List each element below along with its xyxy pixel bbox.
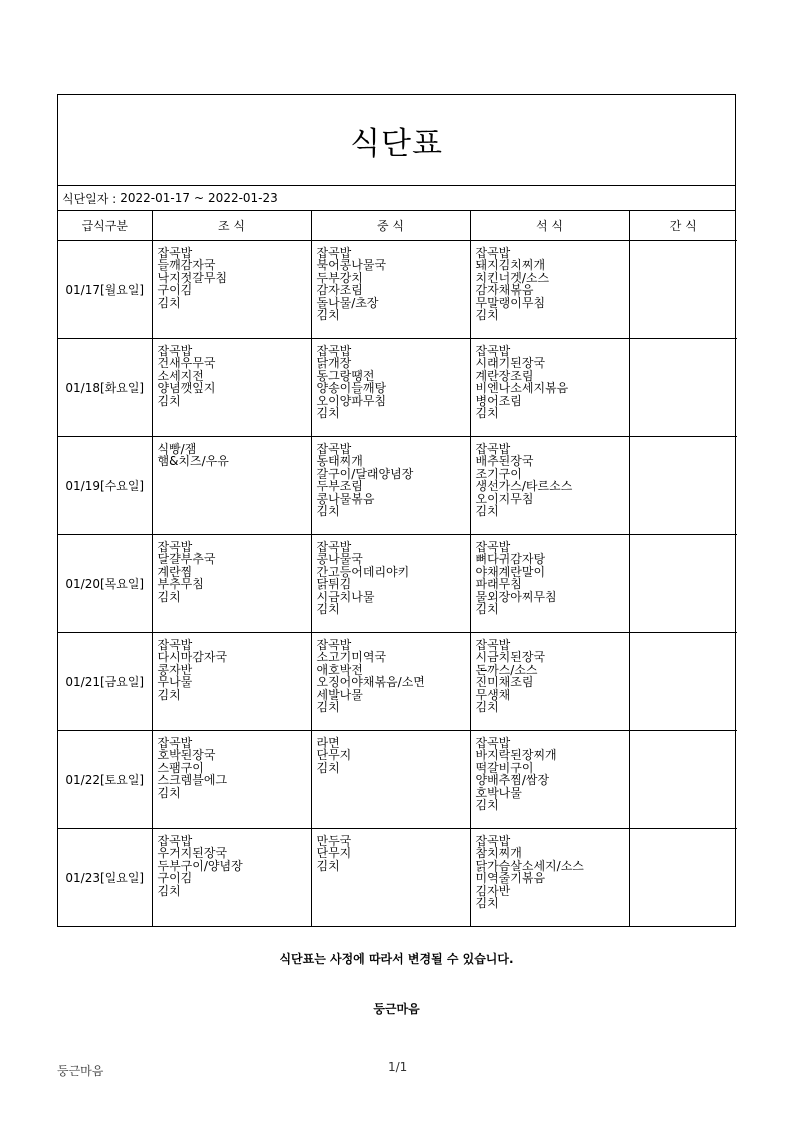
menu-item: 뼈다귀감자탕 (475, 552, 546, 567)
menu-item: 잡곡밥 (157, 736, 193, 750)
menu-item: 두부강치 (316, 270, 363, 285)
row-date: 01/19[수요일] (58, 437, 152, 535)
breakfast-cell (152, 731, 311, 829)
menu-item: 콩나물국 (316, 552, 363, 567)
menu-item: 감자채볶음 (475, 283, 534, 298)
meal-plan-sheet (57, 94, 736, 927)
breakfast-cell (152, 241, 311, 339)
menu-item: 시래기된장국 (475, 356, 546, 371)
menu-item: 김치 (316, 700, 340, 715)
menu-item: 바지락된장찌개 (475, 748, 557, 763)
menu-item: 애호박전 (316, 662, 363, 677)
menu-item: 김치 (157, 295, 181, 310)
menu-item: 참치찌개 (475, 846, 522, 861)
title-box (58, 95, 735, 186)
table-row (58, 633, 737, 731)
menu-item: 잡곡밥 (316, 442, 352, 456)
period-start: 2022-01-17 (120, 191, 190, 205)
menu-item: 배추된장국 (475, 454, 534, 469)
dinner-cell (470, 241, 629, 339)
menu-item: 잡곡밥 (475, 834, 511, 848)
menu-item: 김치 (475, 896, 499, 911)
header-breakfast: 조 식 (152, 211, 311, 241)
row-date: 01/20[목요일] (58, 535, 152, 633)
row-date: 01/21[금요일] (58, 633, 152, 731)
menu-item: 부추무침 (157, 577, 204, 592)
menu-item: 잡곡밥 (157, 246, 193, 260)
menu-item: 잡곡밥 (157, 638, 193, 652)
breakfast-cell (152, 633, 311, 731)
menu-item: 잡곡밥 (316, 638, 352, 652)
lunch-cell (311, 535, 470, 633)
menu-item: 무나물 (157, 675, 193, 690)
menu-item: 김치 (475, 406, 499, 421)
row-date: 01/22[토요일] (58, 731, 152, 829)
menu-item: 계란찜 (157, 564, 193, 579)
period-separator: ~ (193, 191, 205, 205)
lunch-cell (311, 731, 470, 829)
menu-item: 소고기미역국 (316, 650, 387, 665)
menu-item: 김치 (475, 602, 499, 617)
menu-item: 닭튀김 (316, 577, 352, 592)
menu-item: 김치 (157, 393, 181, 408)
menu-item: 오이지무침 (475, 491, 534, 506)
header-category: 급식구분 (58, 211, 152, 241)
menu-item: 햄&치즈/우유 (157, 454, 229, 469)
menu-item: 단무지 (316, 846, 352, 861)
menu-item: 동그랑땡전 (316, 368, 375, 383)
menu-item: 돼지김치찌개 (475, 258, 546, 273)
menu-item: 라면 (316, 736, 340, 750)
menu-item: 양념깻잎지 (157, 381, 216, 396)
menu-item: 떡갈비구이 (475, 760, 534, 775)
menu-item: 김치 (316, 760, 340, 775)
snack-cell (629, 633, 737, 731)
menu-item: 김치 (475, 798, 499, 813)
meal-period (58, 186, 735, 211)
menu-item: 시금치나물 (316, 589, 375, 604)
menu-item: 김치 (316, 308, 340, 323)
menu-item: 두부구이/양념장 (157, 858, 243, 873)
menu-item: 스크렘블에그 (157, 773, 228, 788)
menu-item: 우거지된장국 (157, 846, 228, 861)
snack-cell (629, 339, 737, 437)
menu-item: 호박나물 (475, 785, 522, 800)
menu-item: 잡곡밥 (316, 540, 352, 554)
menu-item: 비엔나소세지볶음 (475, 381, 569, 396)
menu-item: 병어조림 (475, 393, 522, 408)
dinner-cell (470, 339, 629, 437)
menu-item: 양배추찜/쌈장 (475, 773, 550, 788)
organization-name: 둥근마음 (373, 1002, 420, 1016)
menu-item: 김치 (475, 700, 499, 715)
menu-item: 무생채 (475, 687, 511, 702)
menu-item: 김치 (475, 504, 499, 519)
menu-item: 두부조림 (316, 479, 363, 494)
snack-cell (629, 437, 737, 535)
snack-cell (629, 829, 737, 927)
menu-item: 김치 (157, 785, 181, 800)
dinner-cell (470, 731, 629, 829)
menu-item: 콩자반 (157, 662, 193, 677)
menu-item: 호박된장국 (157, 748, 216, 763)
menu-item: 김치 (157, 687, 181, 702)
menu-item: 식빵/잼 (157, 442, 197, 456)
lunch-cell (311, 829, 470, 927)
table-row (58, 731, 737, 829)
snack-cell (629, 731, 737, 829)
menu-item: 갈구이/달래양념장 (316, 466, 414, 481)
breakfast-cell (152, 339, 311, 437)
menu-item: 생선가스/타르소스 (475, 479, 573, 494)
dinner-cell (470, 535, 629, 633)
menu-item: 야채계란말이 (475, 564, 546, 579)
menu-item: 잡곡밥 (475, 344, 511, 358)
menu-item: 다시마감자국 (157, 650, 228, 665)
period-label: 식단일자 : (62, 191, 117, 206)
breakfast-cell (152, 535, 311, 633)
menu-item: 치킨너겟/소스 (475, 270, 550, 285)
menu-item: 무말랭이무침 (475, 295, 546, 310)
menu-item: 김자반 (475, 883, 511, 898)
menu-item: 양송이들깨탕 (316, 381, 387, 396)
menu-item: 동태찌개 (316, 454, 363, 469)
lunch-cell (311, 241, 470, 339)
page-title: 식단표 (350, 125, 443, 162)
menu-item: 만두국 (316, 834, 352, 848)
row-date: 01/17[월요일] (58, 241, 152, 339)
menu-item: 닭가슴살소세지/소스 (475, 858, 584, 873)
menu-item: 물외장아찌무침 (475, 589, 557, 604)
menu-item: 건새우무국 (157, 356, 216, 371)
menu-item: 오이양파무침 (316, 393, 387, 408)
menu-item: 닭개장 (316, 356, 352, 371)
menu-item: 잡곡밥 (316, 344, 352, 358)
menu-item: 잡곡밥 (157, 344, 193, 358)
menu-item: 김치 (316, 602, 340, 617)
dinner-cell (470, 829, 629, 927)
menu-item: 돌나물/초장 (316, 295, 379, 310)
menu-item: 단무지 (316, 748, 352, 763)
menu-item: 김치 (316, 406, 340, 421)
menu-item: 파래무침 (475, 577, 522, 592)
menu-item: 오징어야채볶음/소면 (316, 675, 425, 690)
lunch-cell (311, 339, 470, 437)
menu-item: 세발나물 (316, 687, 363, 702)
menu-item: 잡곡밥 (475, 638, 511, 652)
table-header-row (58, 211, 737, 241)
snack-cell (629, 241, 737, 339)
table-row (58, 437, 737, 535)
menu-item: 조기구이 (475, 466, 522, 481)
snack-cell (629, 535, 737, 633)
table-row (58, 829, 737, 927)
table-row (58, 241, 737, 339)
menu-item: 잡곡밥 (316, 246, 352, 260)
lunch-cell (311, 437, 470, 535)
menu-item: 간고등어데리야키 (316, 564, 410, 579)
menu-item: 김치 (157, 883, 181, 898)
breakfast-cell (152, 829, 311, 927)
meal-table-body (58, 241, 737, 927)
menu-item: 잡곡밥 (475, 246, 511, 260)
page-number: 1/1 (388, 1060, 408, 1074)
menu-item: 잡곡밥 (157, 540, 193, 554)
menu-item: 감자조림 (316, 283, 363, 298)
menu-item: 낙지젓갈무침 (157, 270, 228, 285)
menu-item: 김치 (316, 504, 340, 519)
menu-item: 시금치된장국 (475, 650, 546, 665)
menu-item: 구이김 (157, 871, 193, 886)
meal-table (58, 211, 737, 927)
menu-item: 잡곡밥 (475, 736, 511, 750)
dinner-cell (470, 633, 629, 731)
header-dinner: 석 식 (470, 211, 629, 241)
menu-item: 돈까스/소스 (475, 662, 538, 677)
menu-item: 김치 (157, 589, 181, 604)
menu-item: 스팸구이 (157, 760, 204, 775)
header-snack: 간 식 (629, 211, 737, 241)
dinner-cell (470, 437, 629, 535)
change-notice: 식단표는 사정에 따라서 변경될 수 있습니다. (279, 952, 514, 966)
menu-item: 계란장조림 (475, 368, 534, 383)
breakfast-cell (152, 437, 311, 535)
row-date: 01/18[화요일] (58, 339, 152, 437)
menu-item: 잡곡밥 (475, 442, 511, 456)
row-date: 01/23[일요일] (58, 829, 152, 927)
table-row (58, 339, 737, 437)
menu-item: 진미채조림 (475, 675, 534, 690)
menu-item: 김치 (316, 858, 340, 873)
period-end: 2022-01-23 (208, 191, 278, 205)
header-lunch: 중 식 (311, 211, 470, 241)
lunch-cell (311, 633, 470, 731)
menu-item: 콩나물볶음 (316, 491, 375, 506)
footer-organization: 둥근마음 (57, 1064, 104, 1078)
menu-item: 김치 (475, 308, 499, 323)
menu-item: 잡곡밥 (157, 834, 193, 848)
menu-item: 미역줄기볶음 (475, 871, 546, 886)
table-row (58, 535, 737, 633)
menu-item: 소세지전 (157, 368, 204, 383)
menu-item: 북어콩나물국 (316, 258, 387, 273)
menu-item: 달걀부추국 (157, 552, 216, 567)
menu-item: 들깨감자국 (157, 258, 216, 273)
menu-item: 잡곡밥 (475, 540, 511, 554)
menu-item: 구이김 (157, 283, 193, 298)
